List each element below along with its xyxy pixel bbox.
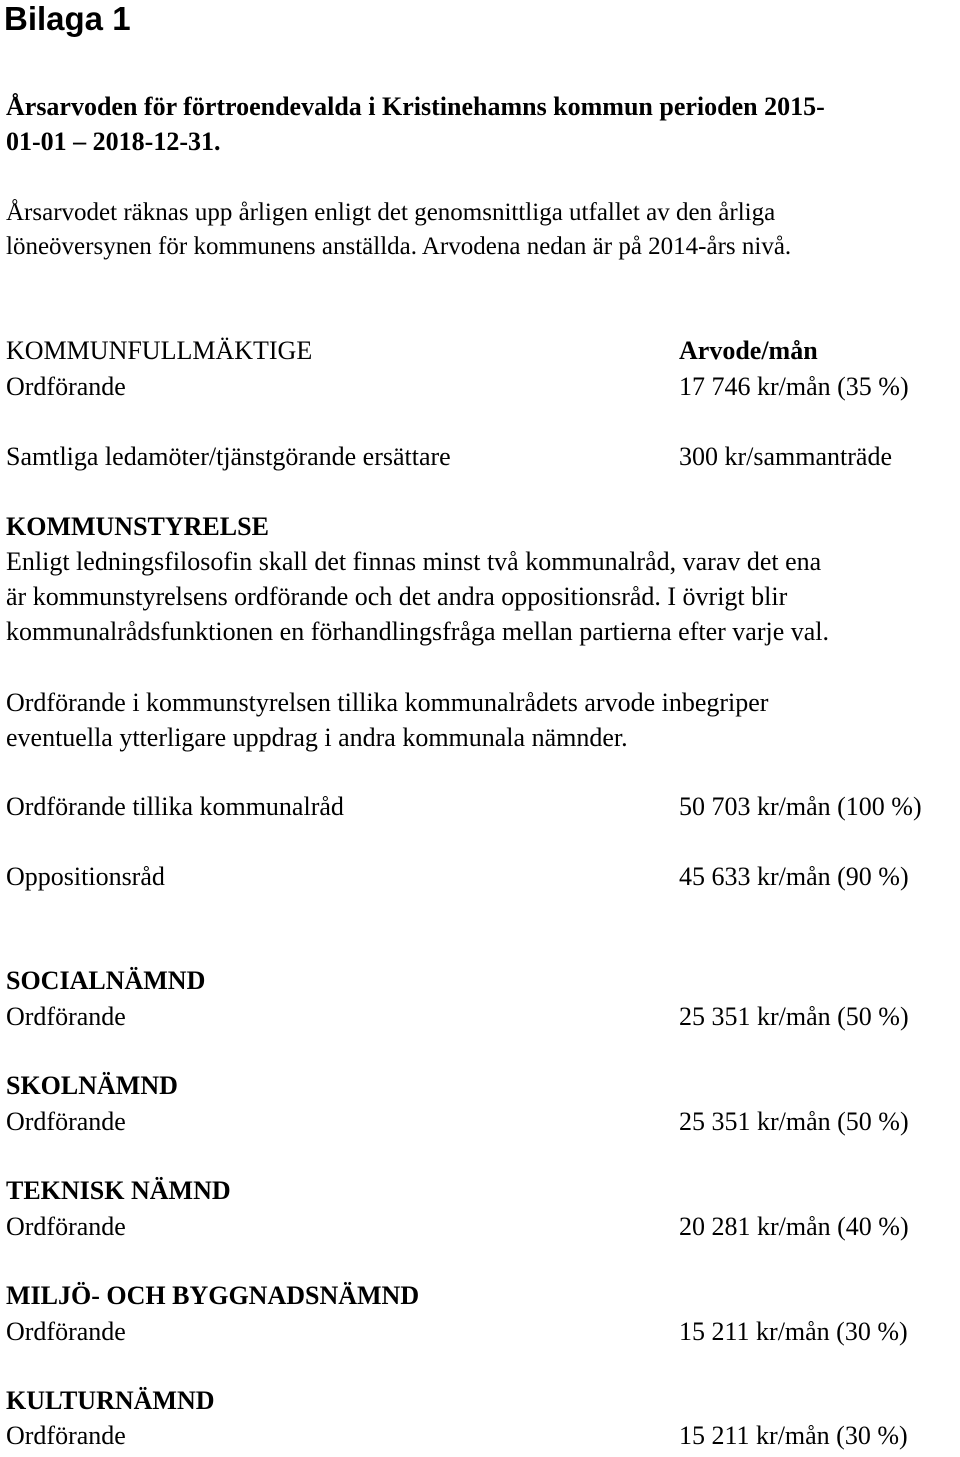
ks-paragraph-2-line-2: eventuella ytterligare uppdrag i andra kommunala nämnder. [6,723,628,752]
section-heading-skolnamnd: SKOLNÄMND [6,1071,178,1100]
intro-line-2: löneöversynen för kommunens anställda. Arvodena nedan är på 2014-års nivå. [6,233,792,260]
teknisk-namnd-fee: 20 281 kr/mån (40 %) [679,1212,909,1241]
kf-role-chair: Ordförande [6,372,126,401]
kulturnamnd-role: Ordförande [6,1421,126,1450]
ks-paragraph-1-line-3: kommunalrådsfunktionen en förhandlingsfråga mellan partierna efter varje val. [6,617,830,646]
ks-paragraph-1-line-2: är kommunstyrelsens ordförande och det andra oppositionsråd. I övrigt blir [6,582,788,611]
section-heading-kommunfullmaktige: KOMMUNFULLMÄKTIGE [6,336,313,365]
section-heading-socialnamnd: SOCIALNÄMND [6,966,206,995]
section-heading-kommunstyrelse: KOMMUNSTYRELSE [6,512,269,541]
ks-role-chair-councillor: Ordförande tillika kommunalråd [6,792,344,821]
miljo-och-byggnadsnamnd-role: Ordförande [6,1317,126,1346]
miljo-och-byggnadsnamnd-fee: 15 211 kr/mån (30 %) [679,1317,908,1346]
kulturnamnd-fee: 15 211 kr/mån (30 %) [679,1421,908,1450]
document-heading-line-2: 01-01 – 2018-12-31. [6,127,221,156]
kf-fee-members: 300 kr/sammanträde [679,442,892,471]
ks-paragraph-2-line-1: Ordförande i kommunstyrelsen tillika kommunalrådets arvode inbegriper [6,688,769,717]
ks-fee-opposition-councillor: 45 633 kr/mån (90 %) [679,862,909,891]
appendix-title: Bilaga 1 [4,0,131,37]
fee-column-header: Arvode/mån [679,336,818,365]
section-heading-miljo-och-byggnadsnamnd: MILJÖ- OCH BYGGNADSNÄMND [6,1281,420,1310]
teknisk-namnd-role: Ordförande [6,1212,126,1241]
socialnamnd-fee: 25 351 kr/mån (50 %) [679,1002,909,1031]
section-heading-kulturnamnd: KULTURNÄMND [6,1386,215,1415]
section-heading-teknisk-namnd: TEKNISK NÄMND [6,1176,231,1205]
intro-line-1: Årsarvodet räknas upp årligen enligt det genomsnittliga utfallet av den årliga [6,199,776,226]
skolnamnd-fee: 25 351 kr/mån (50 %) [679,1107,909,1136]
ks-paragraph-1-line-1: Enligt ledningsfilosofin skall det finnas minst två kommunalråd, varav det ena [6,547,822,576]
ks-role-opposition-councillor: Oppositionsråd [6,862,165,891]
socialnamnd-role: Ordförande [6,1002,126,1031]
kf-role-members: Samtliga ledamöter/tjänstgörande ersättare [6,442,451,471]
ks-fee-chair-councillor: 50 703 kr/mån (100 %) [679,792,922,821]
document-heading-line-1: Årsarvoden för förtroendevalda i Kristinehamns kommun perioden 2015- [6,92,825,121]
skolnamnd-role: Ordförande [6,1107,126,1136]
kf-fee-chair: 17 746 kr/mån (35 %) [679,372,909,401]
